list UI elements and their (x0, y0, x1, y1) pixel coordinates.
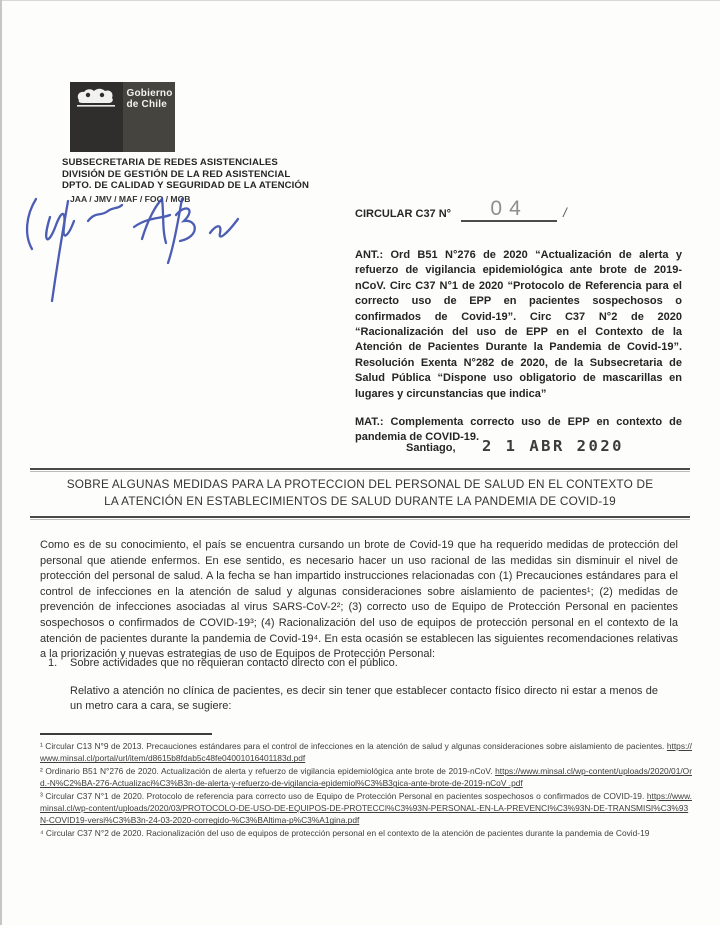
authors-initials: JAA / JMV / MAF / FOO / MOB (70, 193, 191, 204)
list-item-number: 1. (48, 657, 58, 669)
circular-label: CIRCULAR C37 N° (355, 208, 452, 220)
document-title-block (30, 468, 690, 518)
logo-left-panel (70, 82, 123, 152)
ant-text: Ord B51 N°276 de 2020 “Actualización de alerta y refuerzo de vigilancia epidemiológica ante brote de 2019-nCoV. Circ C37 N°1 de 2020 “Protocolo de Referencia para el correcto uso de EPP en pacientes sospechosos o confirmados de Covid-19”. Circ C37 N°2 de 2020 “Racionalización del uso de EPP en el Contexto de la Atención de Pacientes Durante la Pandemia de Covid-19”. Resolución Exenta N°282 de 2020, de la Subsecretaria de Salud Pública “Dispone uso obligatorio de mascarillas en lugares y circunstancias que indica” (355, 249, 682, 400)
government-logo (70, 82, 175, 152)
title-bottom-rule (30, 516, 690, 518)
list-item-heading: Sobre actividades que no requieran contacto directo con el público. (70, 657, 398, 669)
footnote-1-text: ¹ Circular C13 N°9 de 2013. Precauciones estándares para el control de infecciones en la atención de salud y algunas consideraciones sobre aislamiento de pacientes. (40, 741, 665, 751)
footnote-1 (40, 740, 692, 765)
footnote-2 (40, 765, 692, 790)
list-item-1-head (48, 656, 660, 671)
department-line-2: DIVISIÓN DE GESTIÓN DE LA RED ASISTENCIAL (62, 168, 291, 180)
department-header (62, 157, 362, 204)
footnote-divider (40, 733, 212, 735)
department-line-3: DPTO. DE CALIDAD Y SEGURIDAD DE LA ATENCIÓN (62, 180, 310, 192)
footnote-3-link: https://www.minsal.cl/wp-content/uploads/2020/03/PROTOCOLO-DE-USO-DE-EQUIPOS-DE-PROTECCI%C3%93N-PERSONAL-EN-LA-PREVENCI%C3%93N-DE-TRANSMISI%C3%93N-COVID19-versi%C3%B3n-24-03-2020-corregido-%C3%BAltima-p%C3%A1gina.pdf (40, 790, 693, 826)
footnote-2-text: ² Ordinario B51 N°276 de 2020. Actualización de alerta y refuerzo de vigilancia epidemiológica ante brote de 2019-nCoV. (40, 765, 493, 776)
date-stamp: 2 1 ABR 2020 (482, 437, 624, 455)
ant-label: ANT.: (355, 249, 384, 261)
ant-reference (355, 248, 682, 402)
footnote-4-text: ⁴ Circular C37 N°2 de 2020. Racionalización del uso de equipos de protección personal en el contexto de la atención de pacientes durante la pandemia de Covid-19 (40, 827, 650, 838)
body-paragraph: Como es de su conocimiento, el país se encuentra cursando un brote de Covid-19 que ha requerido medidas de protección del personal que atiende enfermos. En ese sentido, es necesario hacer un uso racional de las medidas sin disminuir el nivel de protección del personal de salud. A la fecha se han impartido instrucciones relacionadas con (1) Precauciones estándares para el control de infecciones en la atención de salud y algunas consideraciones sobre aislamiento de pacientes¹; (2) medidas de prevención de infecciones asociadas al virus SARS-CoV-2²; (3) correcto uso de Equipo de Protección Personal en pacientes sospechosos o confirmados de COVID-19³; (4) Racionalización del uso de equipos de protección personal en el contexto de la atención de pacientes durante la pandemia de Covid-19⁴. En esta ocasión se establecen las siguientes recomendaciones relativas a la priorización y nuevas estrategias de uso de Equipos de Protección Personal: (40, 539, 678, 661)
footnote-1-link: https://www.minsal.cl/portal/url/item/d8615b8fdab5c48fe04001016401183d.pdf (40, 741, 692, 764)
list-item-text: Relativo a atención no clínica de pacientes, es decir sin tener que establecer contacto físico directo ni estar a menos de un metro cara a cara, se sugiere: (70, 685, 658, 713)
footnote-3-text: ³ Circular C37 N°1 de 2020. Protocolo de referencia para correcto uso de Equipo de Protección Personal en pacientes sospechosos o confirmados de COVID-19. (40, 790, 645, 801)
logo-brand-line1: Gobierno (126, 88, 173, 99)
circular-number-stamp: 04 (461, 198, 557, 222)
page-title: SOBRE ALGUNAS MEDIDAS PARA LA PROTECCION DEL PERSONAL DE SALUD EN EL CONTEXTO DE LA ATENCIÓN EN ESTABLECIMIENTOS DE SALUD DURANTE LA PANDEMIA DE COVID-19 (66, 477, 654, 508)
circular-number-suffix: / (563, 205, 567, 220)
circular-number-row (355, 198, 685, 222)
logo-brand-line2: de Chile (126, 98, 167, 110)
dateline-city: Santiago, (406, 442, 456, 454)
title-top-rule (30, 468, 690, 470)
footnote-3 (40, 790, 692, 827)
mat-text: Complementa correcto uso de EPP en contexto de pandemia de COVID-19. (355, 416, 682, 444)
logo-right-panel (123, 82, 176, 152)
footnote-2-link: https://www.minsal.cl/wp-content/uploads/2020/01/Ord.-N%C2%BA-276-Actualizaci%C3%B3n-de-alerta-y-refuerzo-de-vigilancia-epidemiol%C3%B3gica-ante-brote-de-2019-nCoV .pdf (40, 765, 692, 789)
footnote-4 (40, 827, 692, 839)
mat-label: MAT.: (355, 416, 384, 428)
footnotes (40, 740, 692, 839)
department-line-1: SUBSECRETARIA DE REDES ASISTENCIALES (62, 157, 278, 168)
chile-coat-of-arms-icon (73, 86, 119, 112)
list-item-1 (48, 656, 660, 715)
logo-brand-text (127, 89, 173, 110)
